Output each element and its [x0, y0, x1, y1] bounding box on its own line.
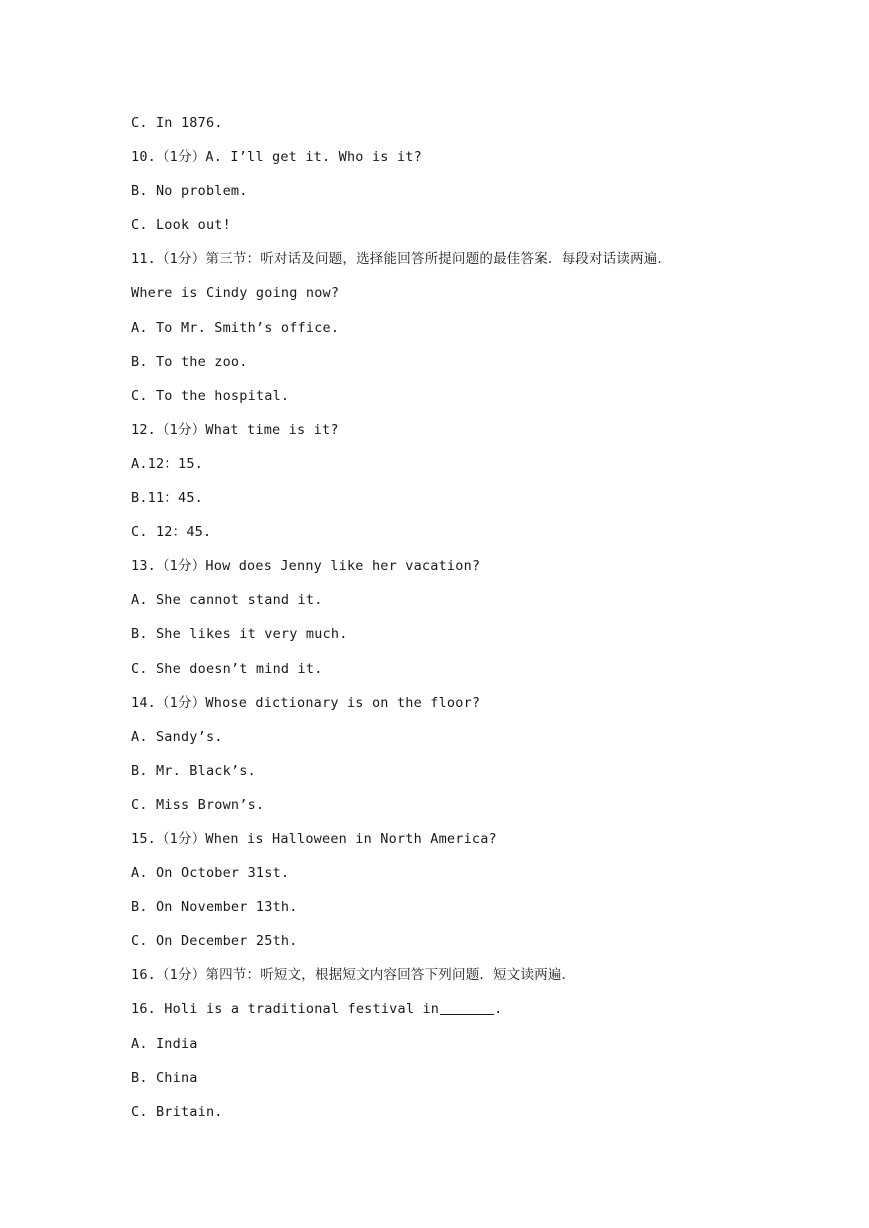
question-15-option-c: C. On December 25th.	[131, 933, 298, 950]
question-12-option-b: B.11：45.	[131, 490, 203, 507]
question-11-option-a: A. To Mr. Smith’s office.	[131, 319, 340, 336]
exam-page	[131, 106, 791, 1129]
question-11-text: Where is Cindy going now?	[131, 285, 340, 302]
question-15-text: 15.（1分）When is Halloween in North America?	[131, 830, 497, 847]
question-14-text: 14.（1分）Whose dictionary is on the floor?	[131, 694, 481, 711]
question-12-option-c: C. 12：45.	[131, 524, 212, 541]
question-16-text	[131, 992, 791, 1026]
question-14-option-c: C. Miss Brown’s.	[131, 796, 265, 813]
question-16-option-a: A. India	[131, 1035, 198, 1052]
question-16-option-c: C. Britain.	[131, 1103, 223, 1120]
question-11-option-b: B. To the zoo.	[131, 353, 248, 370]
question-12-option-a: A.12：15.	[131, 455, 203, 472]
question-14-option-a: A. Sandy’s.	[131, 728, 223, 745]
question-11-option-c: C. To the hospital.	[131, 387, 290, 404]
question-13-option-b: B. She likes it very much.	[131, 626, 348, 643]
question-13-option-a: A. She cannot stand it.	[131, 592, 323, 609]
question-10-option-c: C. Look out!	[131, 217, 231, 234]
question-16-prefix: 16. Holi is a traditional festival in	[131, 1001, 440, 1018]
question-13-text: 13.（1分）How does Jenny like her vacation?	[131, 558, 481, 575]
question-16-option-b: B. China	[131, 1069, 198, 1086]
option-c-q9: C. In 1876.	[131, 115, 223, 131]
question-16-suffix: .	[494, 1001, 503, 1018]
question-15-option-b: B. On November 13th.	[131, 899, 298, 916]
question-14-option-b: B. Mr. Black’s.	[131, 762, 256, 779]
question-13-option-c: C. She doesn’t mind it.	[131, 660, 323, 677]
question-10-option-b: B. No problem.	[131, 183, 248, 200]
section-4-instructions: 16.（1分）第四节：听短文，根据短文内容回答下列问题．短文读两遍．	[131, 967, 576, 984]
question-15-option-a: A. On October 31st.	[131, 865, 290, 882]
answer-blank	[440, 1000, 494, 1015]
question-10-option-a: 10.（1分）A. I’ll get it. Who is it?	[131, 149, 422, 166]
question-12-text: 12.（1分）What time is it?	[131, 421, 339, 438]
section-3-instructions: 11.（1分）第三节：听对话及问题，选择能回答所提问题的最佳答案．每段对话读两遍．	[131, 251, 672, 268]
